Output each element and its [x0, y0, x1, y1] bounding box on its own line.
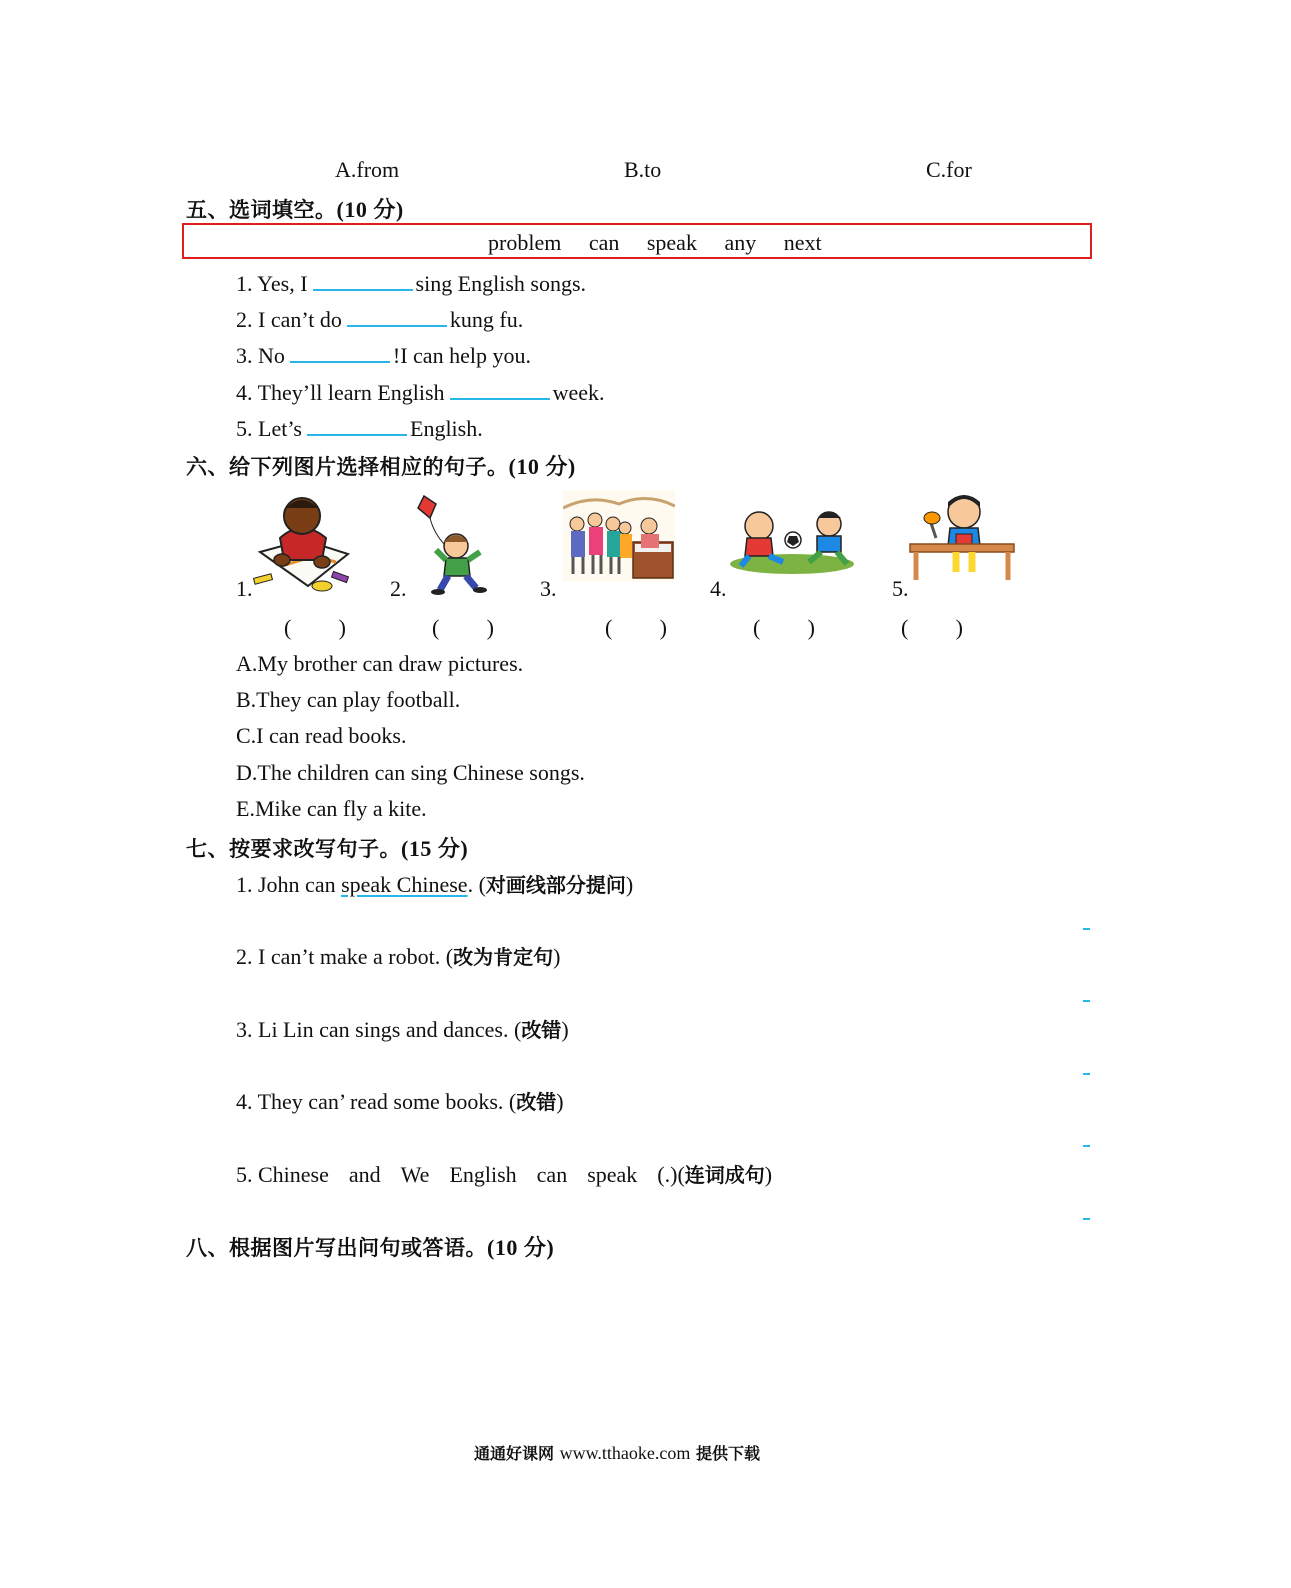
rewrite-question-2: 2. I can’t make a robot. (改为肯定句) [236, 944, 561, 969]
children-singing-image [563, 490, 675, 582]
section6-heading: 六、给下列图片选择相应的句子。(10 分) [186, 454, 576, 479]
picture-number: 5. [892, 576, 909, 601]
word-bank [488, 230, 844, 256]
picture-number: 2. [390, 576, 407, 601]
sentence-option: A.My brother can draw pictures. [236, 651, 524, 676]
answer-line-marker [1083, 1145, 1090, 1147]
answer-parentheses[interactable]: ( ) [432, 615, 494, 640]
picture-number: 4. [710, 576, 727, 601]
fill-item-1: 1. Yes, I sing English songs. [236, 271, 587, 296]
word-bank-item: any [724, 230, 757, 255]
fill-item-5: 5. Let’s English. [236, 416, 483, 441]
section7-heading: 七、按要求改写句子。(15 分) [186, 836, 469, 861]
fill-item-2: 2. I can’t do kung fu. [236, 307, 524, 332]
answer-parentheses[interactable]: ( ) [901, 615, 963, 640]
boy-flying-kite-image [410, 494, 494, 596]
answer-blank[interactable] [347, 305, 447, 327]
option-a: A.from [335, 157, 400, 182]
answer-blank[interactable] [307, 414, 407, 436]
word-bank-box [182, 223, 1092, 259]
boy-reading-at-desk-image [908, 490, 1016, 582]
page-footer: 通通好课网 www.tthaoke.com 提供下载 [474, 1443, 760, 1463]
word-bank-item: can [588, 230, 620, 255]
sentence-option: D.The children can sing Chinese songs. [236, 760, 585, 785]
underlined-phrase: speak Chinese [341, 872, 468, 897]
fill-item-4: 4. They’ll learn English week. [236, 380, 605, 405]
answer-blank[interactable] [450, 378, 550, 400]
picture-number: 1. [236, 576, 253, 601]
rewrite-question-3: 3. Li Lin can sings and dances. (改错) [236, 1017, 569, 1042]
rewrite-question-1: 1. John can speak Chinese. (对画线部分提问) [236, 872, 634, 897]
rewrite-question-4: 4. They can’ read some books. (改错) [236, 1089, 564, 1114]
answer-line-marker [1083, 1000, 1090, 1002]
footer-url[interactable]: www.tthaoke.com [559, 1443, 691, 1463]
sentence-option: B.They can play football. [236, 687, 461, 712]
sentence-option: C.I can read books. [236, 723, 407, 748]
option-b: B.to [624, 157, 662, 182]
fill-item-3: 3. No !I can help you. [236, 343, 531, 368]
answer-line-marker [1083, 1218, 1090, 1220]
answer-parentheses[interactable]: ( ) [753, 615, 815, 640]
boy-drawing-image [252, 490, 352, 596]
boys-playing-football-image [729, 504, 855, 576]
word-bank-item: problem [488, 230, 562, 255]
picture-number: 3. [540, 576, 557, 601]
word-bank-item: speak [646, 230, 697, 255]
section8-heading: 八、根据图片写出问句或答语。(10 分) [186, 1235, 555, 1260]
section5-heading: 五、选词填空。(10 分) [186, 197, 404, 222]
rewrite-question-5: 5. Chinese and We English can speak (.)(连词成句) [236, 1162, 773, 1187]
answer-blank[interactable] [313, 269, 413, 291]
sentence-option: E.Mike can fly a kite. [236, 796, 427, 821]
answer-parentheses[interactable]: ( ) [284, 615, 346, 640]
word-bank-item: next [783, 230, 822, 255]
option-c: C.for [926, 157, 972, 182]
answer-parentheses[interactable]: ( ) [605, 615, 667, 640]
answer-blank[interactable] [290, 341, 390, 363]
answer-line-marker [1083, 1073, 1090, 1075]
answer-line-marker [1083, 928, 1090, 930]
